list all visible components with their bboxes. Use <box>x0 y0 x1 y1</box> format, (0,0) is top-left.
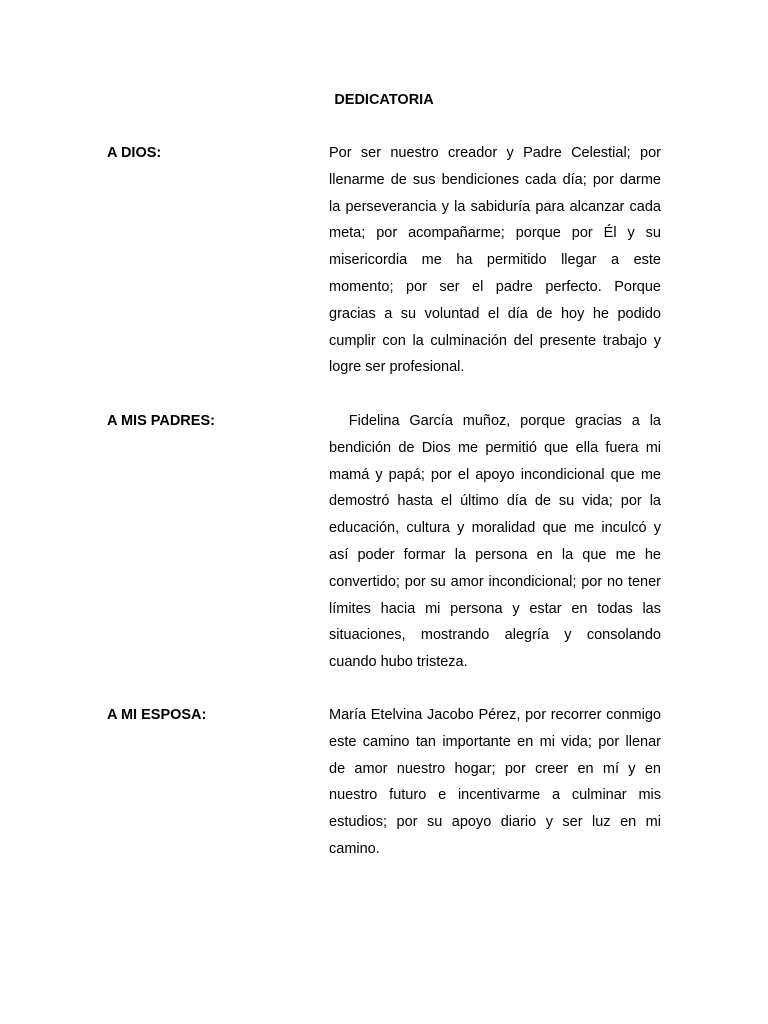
dedication-label: A MI ESPOSA: <box>107 707 207 723</box>
page-title: DEDICATORIA <box>334 92 434 108</box>
dedication-text: María Etelvina Jacobo Pérez, por recorrer conmigo este camino tan importante en mi vida; por llenar de amor nuestro hogar; por creer en mí y en nuestro futuro e incentivarme a culminar mis estudios; por su apoyo diario y ser luz en mi camino. <box>329 707 661 857</box>
dedication-text: Fidelina García muñoz, porque gracias a la bendición de Dios me permitió que ella fuera mi mamá y papá; por el apoyo incondicional que me demostró hasta el último día de su vida; por la educación, cultura y moralidad que me inculcó y así poder formar la persona en la que me he convertido; por su amor incondicional; por no tener límites hacia mi persona y estar en todas las situaciones, mostrando alegría y consolando cuando hubo tristeza. <box>329 413 666 671</box>
dedication-text: Por ser nuestro creador y Padre Celestial; por llenarme de sus bendiciones cada día; por darme la perseverancia y la sabiduría para alcanzar cada meta; por acompañarme; porque por Él y su misericordia me ha permitido llegar a este momento; por ser el padre perfecto. Porque gracias a su voluntad el día de hoy he podido cumplir con la culminación del presente trabajo y logre ser profesional. <box>329 145 661 376</box>
dedication-label: A DIOS: <box>107 145 162 161</box>
dedication-label: A MIS PADRES: <box>107 413 215 429</box>
